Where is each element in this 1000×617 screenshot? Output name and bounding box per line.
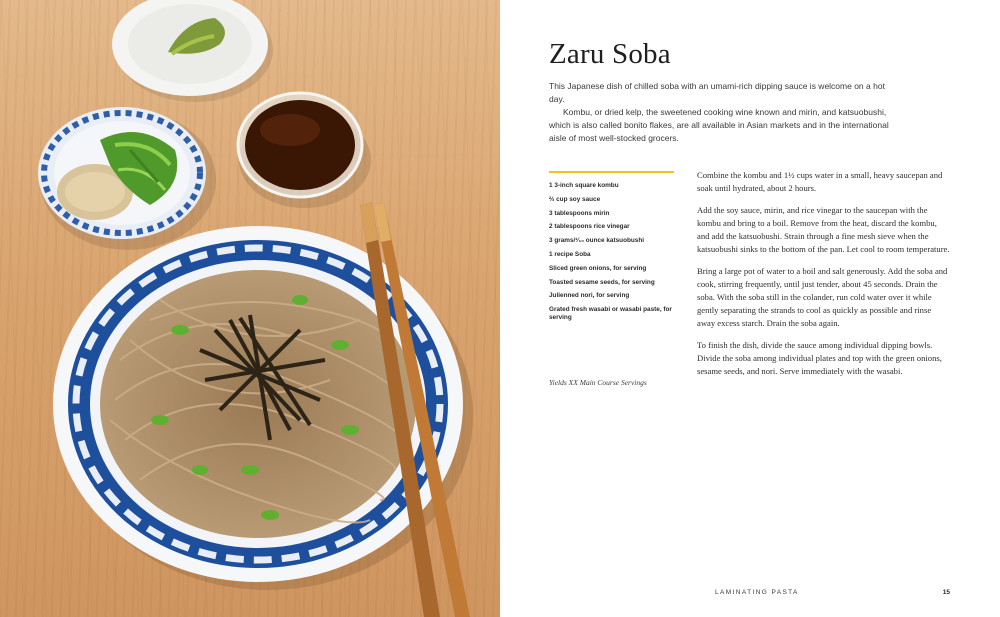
recipe-page [500, 0, 1000, 617]
method-step: Add the soy sauce, mirin, and rice vinegar to the saucepan with the kombu and bring to a boil. Remove from the heat, discard the kombu, and add the katsuobushi. Strain through a fine mesh sieve when the katsuobushi sinks to the bottom of the pan. Let cool to room temperature. [697, 205, 950, 254]
ingredient-item: 3 tablespoons mirin [549, 209, 610, 217]
ingredient-item: Toasted sesame seeds, for serving [549, 278, 655, 286]
page-number: 15 [942, 589, 950, 596]
recipe-yield: Yields XX Main Course Servings [549, 378, 647, 387]
ingredient-item: Sliced green onions, for serving [549, 264, 647, 272]
method-step: To finish the dish, divide the sauce among individual dipping bowls. Divide the soba among individual plates and top with the green onions, sesame seeds, and nori. Serve immediately with the wasabi. [697, 340, 942, 376]
footer-section-title: LAMINATING PASTA [715, 589, 799, 596]
soba-bowl [53, 226, 473, 590]
ingredient-item: Grated fresh wasabi or wasabi paste, for serving [549, 306, 672, 322]
intro-paragraph: Kombu, or dried kelp, the sweetened cooking wine known and mirin, and katsuobushi, which is also called bonito flakes, are all available in Asian markets and in the international aisle of most well-stocked grocers. [549, 107, 889, 143]
ingredient-item: 2 tablespoons rice vinegar [549, 223, 630, 231]
ingredient-item: 1 3-inch square kombu [549, 182, 619, 189]
recipe-method [697, 169, 950, 387]
garnish-dish [38, 107, 216, 250]
ingredients-list [549, 182, 674, 328]
ingredient-item: ⅔ cup soy sauce [549, 195, 601, 203]
dipping-sauce-bowl [238, 93, 371, 208]
intro-paragraph: This Japanese dish of chilled soba with an umami-rich dipping sauce is welcome on a hot day. [549, 81, 885, 104]
ingredient-item: 1 recipe Soba [549, 250, 591, 258]
ingredient-item: Julienned nori, for serving [549, 292, 630, 300]
ingredient-item: 3 grams/¹⁄₁₀ ounce katsuobushi [549, 237, 645, 245]
wasabi-dish [112, 0, 273, 102]
method-step: Combine the kombu and 1½ cups water in a small, heavy saucepan and soak until hydrated, about 2 hours. [697, 170, 943, 193]
recipe-title: Zaru Soba [549, 38, 671, 70]
recipe-intro [549, 80, 899, 145]
method-step: Bring a large pot of water to a boil and salt generously. Add the soba and cook, stirring frequently, until just tender, about 45 seconds. Drain the soba. With the soba still in the colander, run cold water over it while gently separating the strands to cool as quickly as possible and rinse away excess starch. Drain the soba again. [697, 266, 948, 328]
ingredients-accent-rule [549, 171, 674, 173]
